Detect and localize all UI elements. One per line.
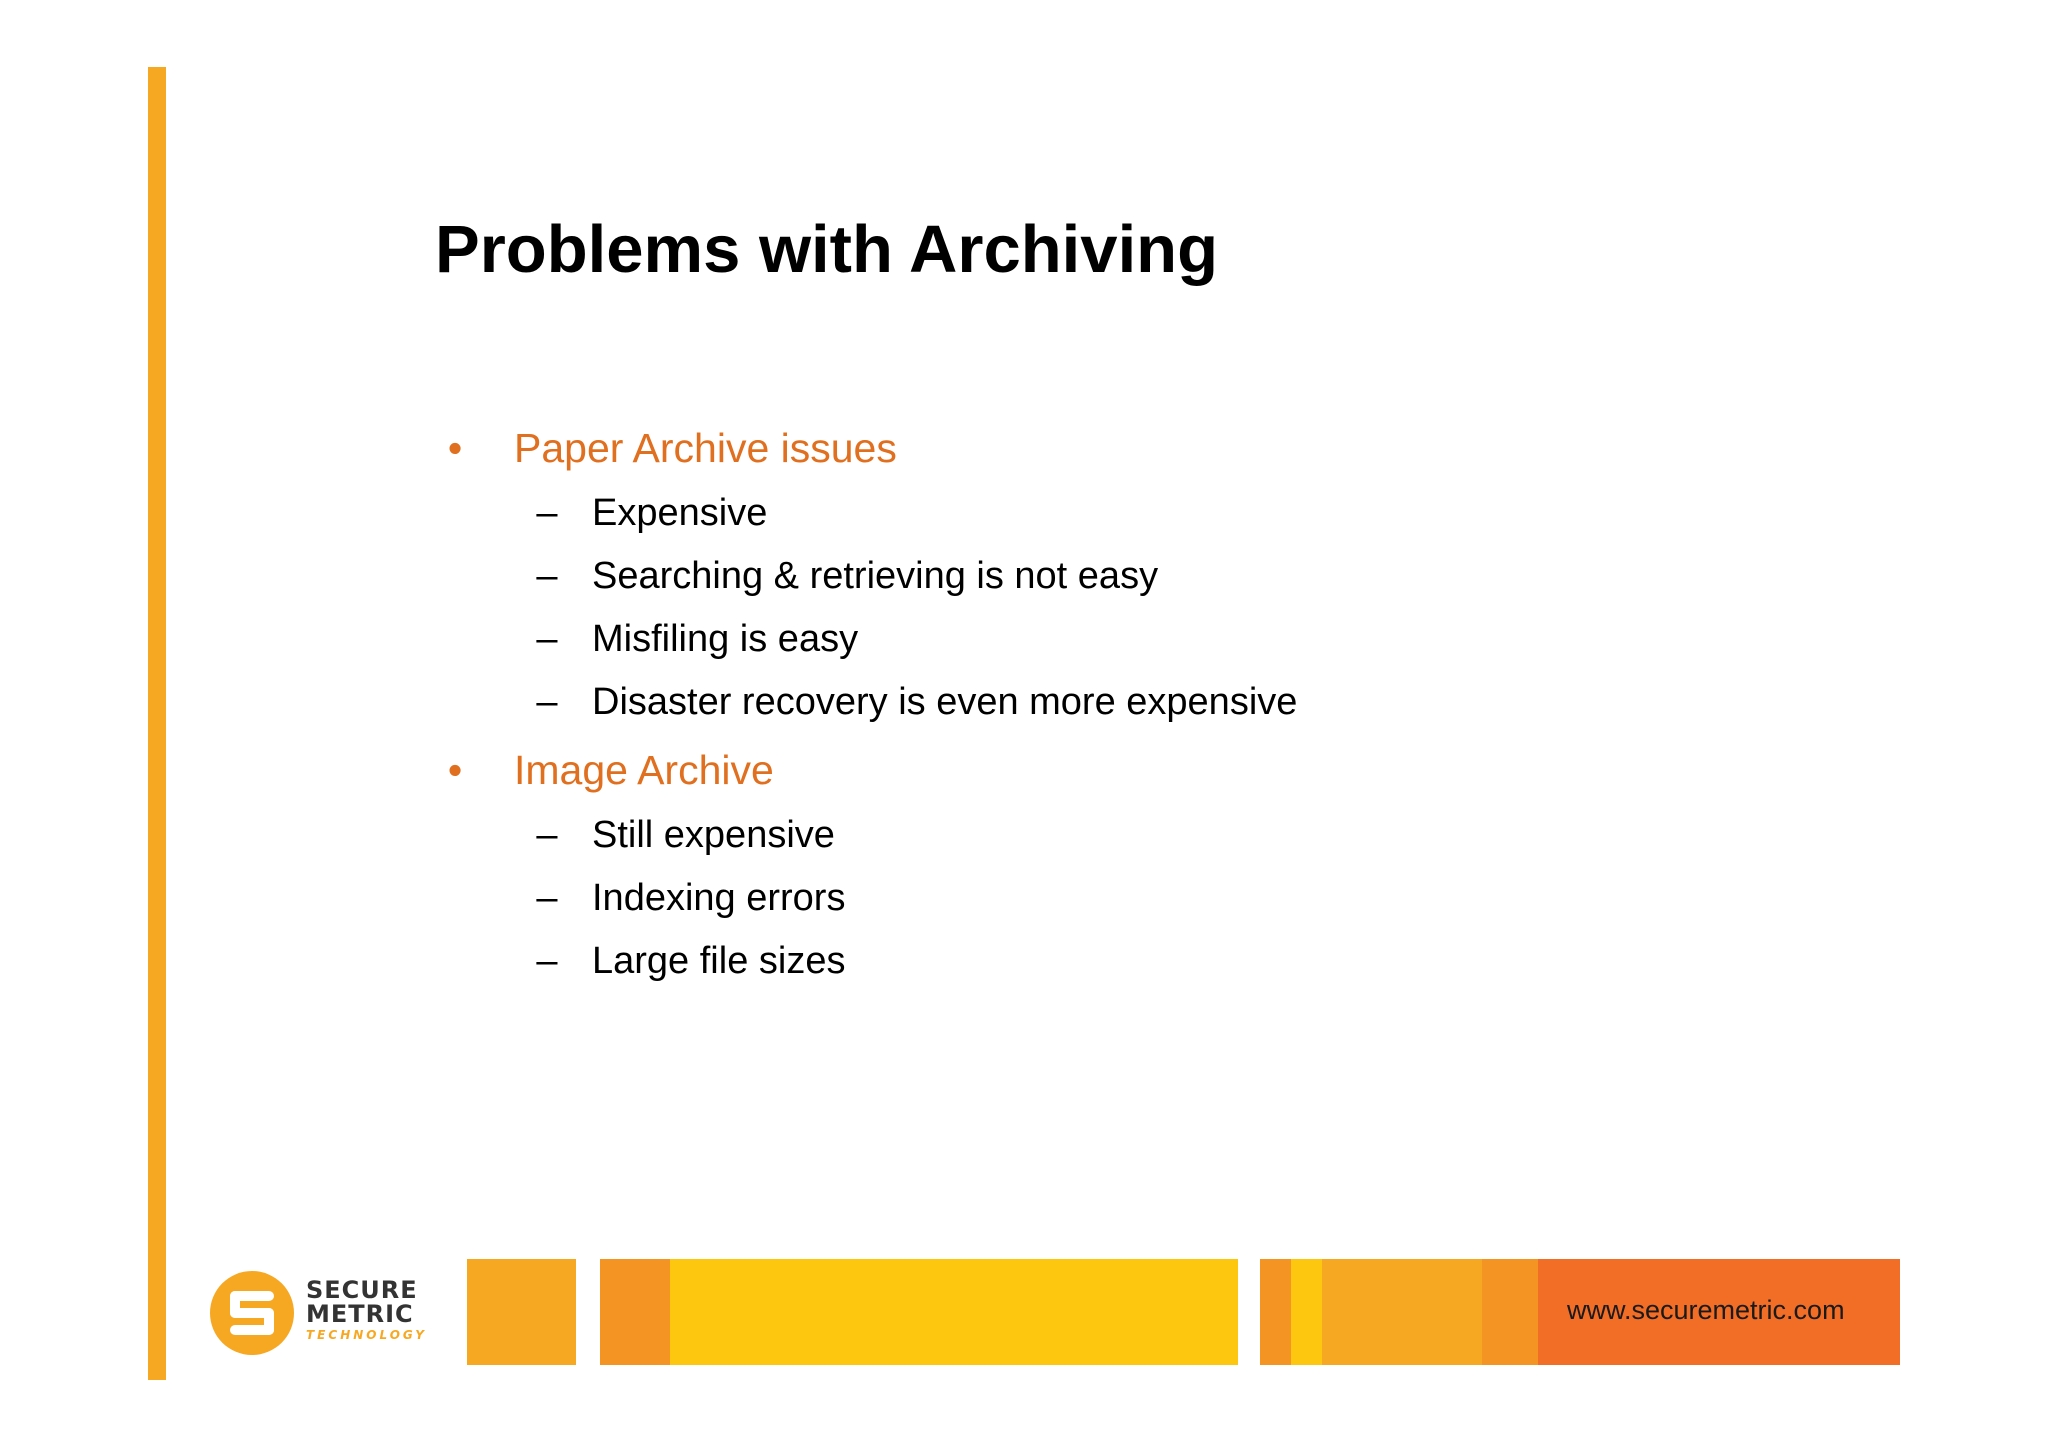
dash-marker: – [536,492,558,534]
logo-text-secure: SECURE [306,1276,418,1304]
footer-band [1260,1259,1291,1365]
slide-title: Problems with Archiving [435,212,1219,287]
sub-bullet-label: Disaster recovery is even more expensive [592,681,1298,723]
dash-marker: – [536,940,558,982]
footer-band [1482,1259,1538,1365]
footer-band [600,1259,670,1365]
bullet-label: Image Archive [514,747,774,793]
sub-bullet-label: Misfiling is easy [592,618,859,660]
dash-marker: – [536,681,558,723]
bullet-marker: • [447,747,463,793]
sub-bullet-label: Expensive [592,492,768,534]
logo-text-technology: TECHNOLOGY [306,1328,427,1342]
sub-bullet-label: Searching & retrieving is not easy [592,555,1159,597]
dash-marker: – [536,814,558,856]
sub-bullet-label: Large file sizes [592,940,846,982]
footer-band [670,1259,1238,1365]
dash-marker: – [536,555,558,597]
dash-marker: – [536,618,558,660]
sub-bullet-label: Indexing errors [592,877,846,919]
sub-bullet-label: Still expensive [592,814,835,856]
left-accent-bar [148,67,166,1380]
bullet-label: Paper Archive issues [514,425,897,471]
footer-band [1291,1259,1322,1365]
footer-band [1322,1259,1482,1365]
footer-band [467,1259,576,1365]
logo-text-metric: METRIC [306,1300,414,1328]
bullet-marker: • [447,425,463,471]
footer-url: www.securemetric.com [1567,1295,1845,1325]
logo-mark-icon [210,1271,294,1355]
company-logo [210,1268,430,1358]
dash-marker: – [536,877,558,919]
